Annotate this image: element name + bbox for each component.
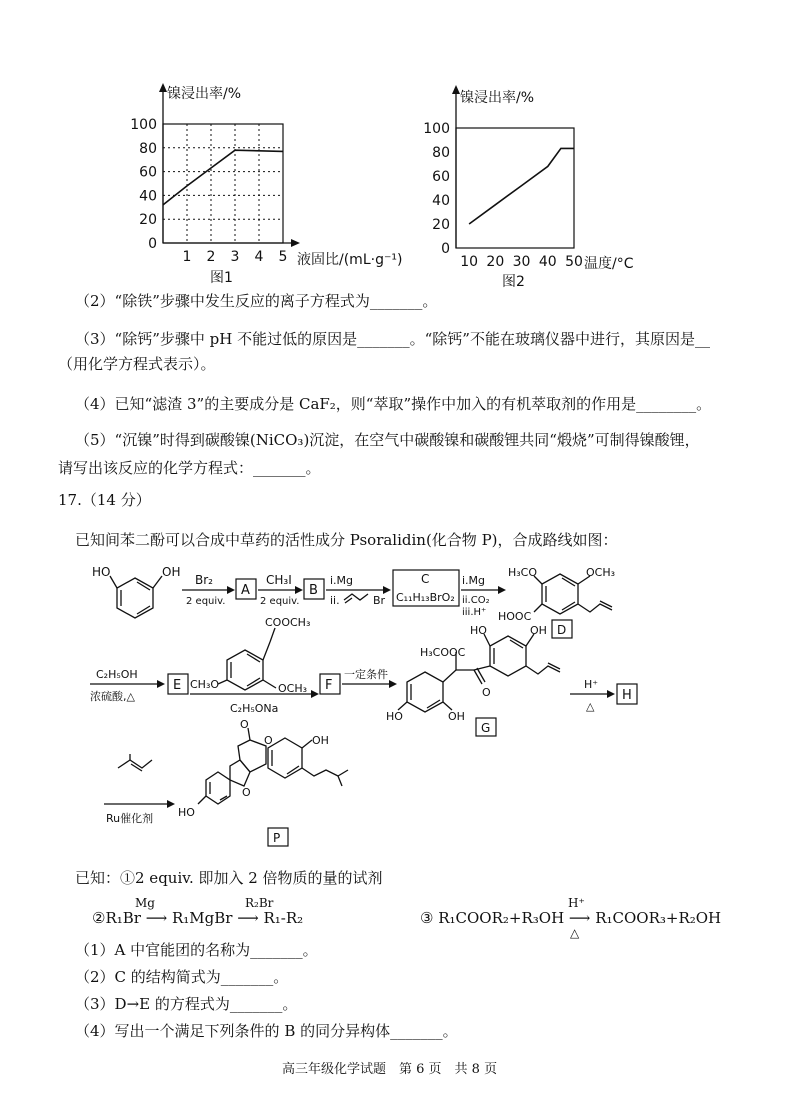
fig2-xtick-40: 40	[538, 254, 557, 270]
compound-a-label: A	[241, 583, 250, 598]
compound-h-label: H	[622, 688, 632, 703]
svg-text:i.Mg: i.Mg	[330, 574, 354, 587]
fig2-caption: 图2	[502, 274, 525, 288]
fig1-caption: 图1	[210, 270, 233, 286]
svg-text:OH: OH	[530, 624, 547, 637]
svg-text:CH₃I: CH₃I	[266, 573, 292, 587]
svg-text:OCH₃: OCH₃	[586, 566, 616, 579]
q17-intro: 已知间苯二酚可以合成中草药的活性成分 Psoralidin(化合物 P)，合成路线如图：	[75, 531, 618, 549]
svg-text:OH: OH	[162, 565, 181, 579]
svg-text:Br: Br	[373, 594, 386, 607]
fig2-ytick-40: 40	[432, 193, 450, 209]
svg-text:COOCH₃: COOCH₃	[265, 616, 311, 629]
fig1-ytick-20: 20	[139, 212, 157, 229]
svg-text:OCH₃: OCH₃	[278, 682, 308, 695]
svg-text:HOOC: HOOC	[498, 610, 532, 623]
fig2-ytick-100: 100	[423, 121, 450, 137]
compound-c-label: C	[421, 572, 430, 586]
svg-text:HO: HO	[470, 624, 487, 637]
svg-text:△: △	[586, 700, 595, 713]
fig2-xtick-10: 10	[460, 254, 479, 270]
svg-text:2 equiv.: 2 equiv.	[186, 596, 226, 607]
fig2-xtick-20: 20	[486, 254, 505, 270]
compound-c-formula: C₁₁H₁₃BrO₂	[396, 591, 455, 604]
fig2-x-label: 温度/°C	[584, 256, 634, 272]
known-2-mg: Mg	[135, 896, 155, 910]
fig1-ytick-80: 80	[139, 140, 157, 157]
svg-text:C₂H₅ONa: C₂H₅ONa	[230, 702, 279, 715]
fig1-x-label: 液固比/(mL·g⁻¹)	[297, 252, 403, 268]
compound-f-label: F	[325, 678, 333, 693]
svg-text:ii.: ii.	[330, 594, 340, 607]
figure-1-chart	[125, 78, 425, 288]
svg-text:OH: OH	[448, 710, 465, 723]
svg-text:ii.CO₂: ii.CO₂	[462, 595, 490, 606]
synthesis-scheme	[90, 560, 730, 860]
page-footer: 高三年级化学试题 第 6 页 共 8 页	[282, 1062, 498, 1077]
svg-text:i.Mg: i.Mg	[462, 574, 486, 587]
svg-text:O: O	[264, 734, 273, 747]
known-3-delta: △	[570, 926, 580, 940]
svg-text:HO: HO	[178, 806, 195, 819]
q16-part5-line1: （5）“沉镍”时得到碳酸镍(NiCO₃)沉淀，在空气中碳酸镍和碳酸锂共同“煅烧”可制得镍酸锂，	[75, 431, 700, 449]
fig2-series-line	[469, 148, 574, 224]
q16-part4: （4）已知“滤渣 3”的主要成分是 CaF₂，则“萃取”操作中加入的有机萃取剂的作用是________。	[75, 395, 712, 413]
compound-b-label: B	[309, 583, 318, 598]
fig2-ytick-20: 20	[432, 217, 450, 233]
fig1-ytick-100: 100	[130, 117, 157, 133]
reagent-alkene-structure	[118, 754, 152, 771]
q16-part3-line1: （3）“除钙”步骤中 pH 不能过低的原因是_______。“除钙”不能在玻璃仪器中进行，其原因是__	[75, 330, 710, 348]
svg-text:O: O	[482, 686, 491, 699]
fig1-ytick-40: 40	[139, 188, 157, 205]
svg-text:iii.H⁺: iii.H⁺	[462, 607, 487, 618]
q16-part2: （2）“除铁”步骤中发生反应的离子方程式为_______。	[75, 292, 438, 310]
svg-text:Ru催化剂: Ru催化剂	[106, 812, 154, 825]
q17-heading: 17.（14 分）	[58, 491, 151, 509]
svg-text:H⁺: H⁺	[584, 678, 599, 691]
q17-sub2: （2）C 的结构简式为_______。	[75, 968, 289, 986]
svg-text:CH₃O: CH₃O	[190, 678, 220, 691]
fig2-xtick-30: 30	[512, 254, 531, 270]
compound-p-structure	[178, 718, 348, 819]
compound-d-structure	[498, 566, 615, 623]
compound-d-label: D	[557, 623, 567, 637]
compound-p-label: P	[273, 831, 281, 845]
fig1-xtick-3: 3	[230, 249, 240, 265]
fig1-y-label: 镍浸出率/%	[167, 86, 242, 102]
svg-text:H₃CO: H₃CO	[508, 566, 538, 579]
compound-g-structure	[386, 624, 560, 723]
fig2-xtick-50: 50	[565, 254, 583, 270]
q17-sub3: （3）D→E 的方程式为_______。	[75, 995, 298, 1013]
svg-text:Br₂: Br₂	[195, 573, 213, 587]
q17-sub1: （1）A 中官能团的名称为_______。	[75, 941, 318, 959]
q16-part5-line2: 请写出该反应的化学方程式：_______。	[58, 459, 321, 477]
known-2: ②R₁Br ⟶ R₁MgBr ⟶ R₁-R₂	[92, 909, 304, 927]
fig1-series-line	[163, 150, 283, 205]
fig1-xtick-2: 2	[206, 249, 216, 265]
reagent-ester-structure	[190, 616, 310, 695]
svg-text:H₃COOC: H₃COOC	[420, 646, 466, 659]
svg-text:浓硫酸,△: 浓硫酸,△	[90, 690, 135, 703]
q16-part3-line2: （用化学方程式表示）。	[58, 355, 216, 373]
compound-e-label: E	[173, 678, 182, 693]
fig2-ytick-0: 0	[441, 241, 450, 257]
fig2-ytick-60: 60	[432, 169, 450, 185]
known-3: ③ R₁COOR₂+R₃OH ⟶ R₁COOR₃+R₂OH	[420, 909, 722, 927]
known-1: 已知：①2 equiv. 即加入 2 倍物质的量的试剂	[75, 869, 383, 887]
known-2-r2br: R₂Br	[245, 896, 274, 910]
svg-text:O: O	[242, 786, 251, 799]
q17-sub4: （4）写出一个满足下列条件的 B 的同分异构体_______。	[75, 1022, 458, 1040]
svg-text:HO: HO	[92, 565, 111, 579]
fig1-ytick-0: 0	[148, 236, 157, 252]
fig1-xtick-4: 4	[254, 249, 264, 265]
svg-text:C₂H₅OH: C₂H₅OH	[96, 668, 138, 681]
svg-text:2 equiv.: 2 equiv.	[260, 596, 300, 607]
fig1-xtick-1: 1	[182, 249, 192, 265]
svg-text:HO: HO	[386, 710, 403, 723]
fig2-ytick-80: 80	[432, 145, 450, 161]
figure-2-chart	[420, 78, 680, 288]
svg-text:一定条件: 一定条件	[344, 668, 388, 681]
fig1-ytick-60: 60	[139, 164, 157, 181]
known-3-h: H⁺	[568, 896, 585, 910]
resorcinol-structure	[92, 565, 180, 618]
svg-text:OH: OH	[312, 734, 329, 747]
fig2-y-label: 镍浸出率/%	[460, 90, 535, 106]
fig1-xtick-5: 5	[278, 249, 288, 265]
svg-text:O: O	[240, 718, 249, 731]
compound-g-label: G	[481, 721, 491, 735]
